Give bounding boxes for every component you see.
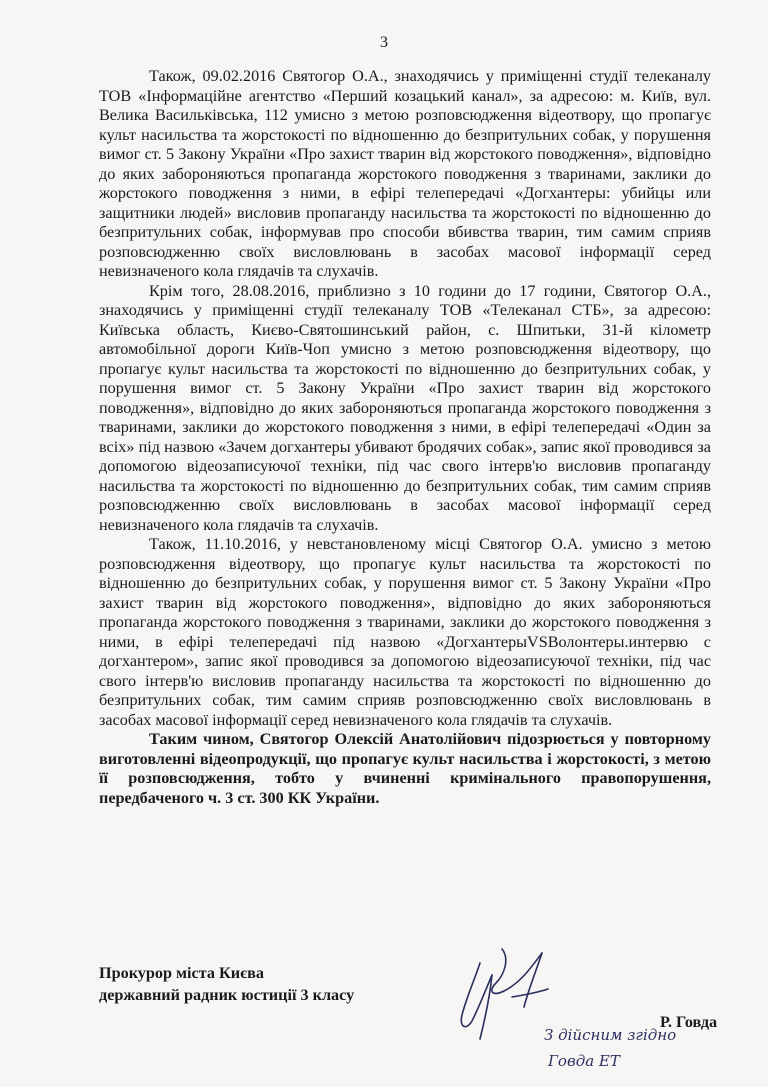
handnote-line-1: З дійсним згідно bbox=[544, 1026, 677, 1044]
signatory-name: Р. Говда bbox=[660, 1013, 718, 1031]
paragraph-1: Також, 09.02.2016 Святогор О.А., знаходячись у приміщенні студії телеканалу ТОВ «Інформаційне агентство «Перший козацький канал», за адресою: м. Київ, вул. Велика Васильківська, 112 умисно з метою розповсюдження відеотвору, що пропагує культ насильства та жорстокості по відношенню до безпритульних собак, у порушення вимог ст. 5 Закону України «Про захист тварин від жорстокого поводження», відповідно до яких забороняються пропаганда жорстокого поводження з тваринами, заклики до жорстокого поводження з ними, в ефірі телепередачі «Догхантеры: убийцы или защитники людей» висловив пропаганду насильства та жорстокості по відношенню до безпритульних собак, інформував про способи вбивства тварин, тим самим сприяв розповсюдженню своїх висловлювань в засобах масової інформації серед невизначеного кола глядачів та слухачів. bbox=[99, 67, 711, 280]
page-number: 3 bbox=[380, 34, 388, 51]
handnote-line-2: Говда ЕТ bbox=[548, 1052, 620, 1070]
paragraph-3: Також, 11.10.2016, у невстановленому місці Святогор О.А. умисно з метою розповсюдження відеотвору, що пропагує культ насильства та жорстокості по відношенню до безпритульних собак, у порушення вимог ст. 5 Закону України «Про захист тварин від жорстокого поводження», відповідно до яких забороняються пропаганда жорстокого поводження з тваринами, заклики до жорстокого поводження з ними, в ефірі телепередачі під назвою «ДогхантерыVSВолонтеры.интервю с догхантером», запис якої проводився за допомогою відеозаписуючої техніки, під час свого інтерв'ю висловив пропаганду насильства та жорстокості по відношенню до безпритульних собак, тим самим сприяв розповсюдженню своїх висловлювань в засобах масової інформації серед невизначеного кола глядачів та слухачів. bbox=[99, 535, 711, 729]
signatory-title bbox=[99, 962, 354, 1006]
document-body bbox=[99, 67, 711, 808]
handwritten-certification-note bbox=[540, 1018, 710, 1078]
signatory-title-line-1: Прокурор міста Києва bbox=[99, 964, 264, 982]
paragraph-2: Крім того, 28.08.2016, приблизно з 10 години до 17 години, Святогор О.А., знаходячись у приміщенні студії телеканалу ТОВ «Телеканал СТБ», за адресою: Київська область, Києво-Святошинський район, с. Шпитьки, 31-й кілометр автомобільної дороги Київ-Чоп умисно з метою розповсюдження відеотвору, що пропагує культ насильства та жорстокості по відношенню до безпритульних собак, у порушення вимог ст. 5 Закону України «Про захист тварин від жорстокого поводження», відповідно до яких забороняються пропаганда жорстокого поводження з тваринами, заклики до жорстокого поводження з ними, в ефірі телепередачі «Один за всіх» під назвою «Зачем догхантеры убивают бродячих собак», запис якої проводився за допомогою відеозаписуючої техніки, під час свого інтерв'ю висловив пропаганду насильства та жорстокості по відношенню до безпритульних собак, тим самим сприяв розповсюдженню своїх висловлювань в засобах масової інформації серед невизначеного кола глядачів та слухачів. bbox=[99, 281, 711, 534]
signatory-title-line-2: державний радник юстиції 3 класу bbox=[99, 986, 355, 1004]
conclusion-paragraph: Таким чином, Святогор Олексій Анатолійович підозрюється у повторному виготовленні відеопродукції, що пропагує культ насильства і жорстокості, з метою її розповсюдження, тобто у вчиненні кримінального правопорушення, передбаченого ч. 3 ст. 300 КК України. bbox=[99, 730, 711, 807]
